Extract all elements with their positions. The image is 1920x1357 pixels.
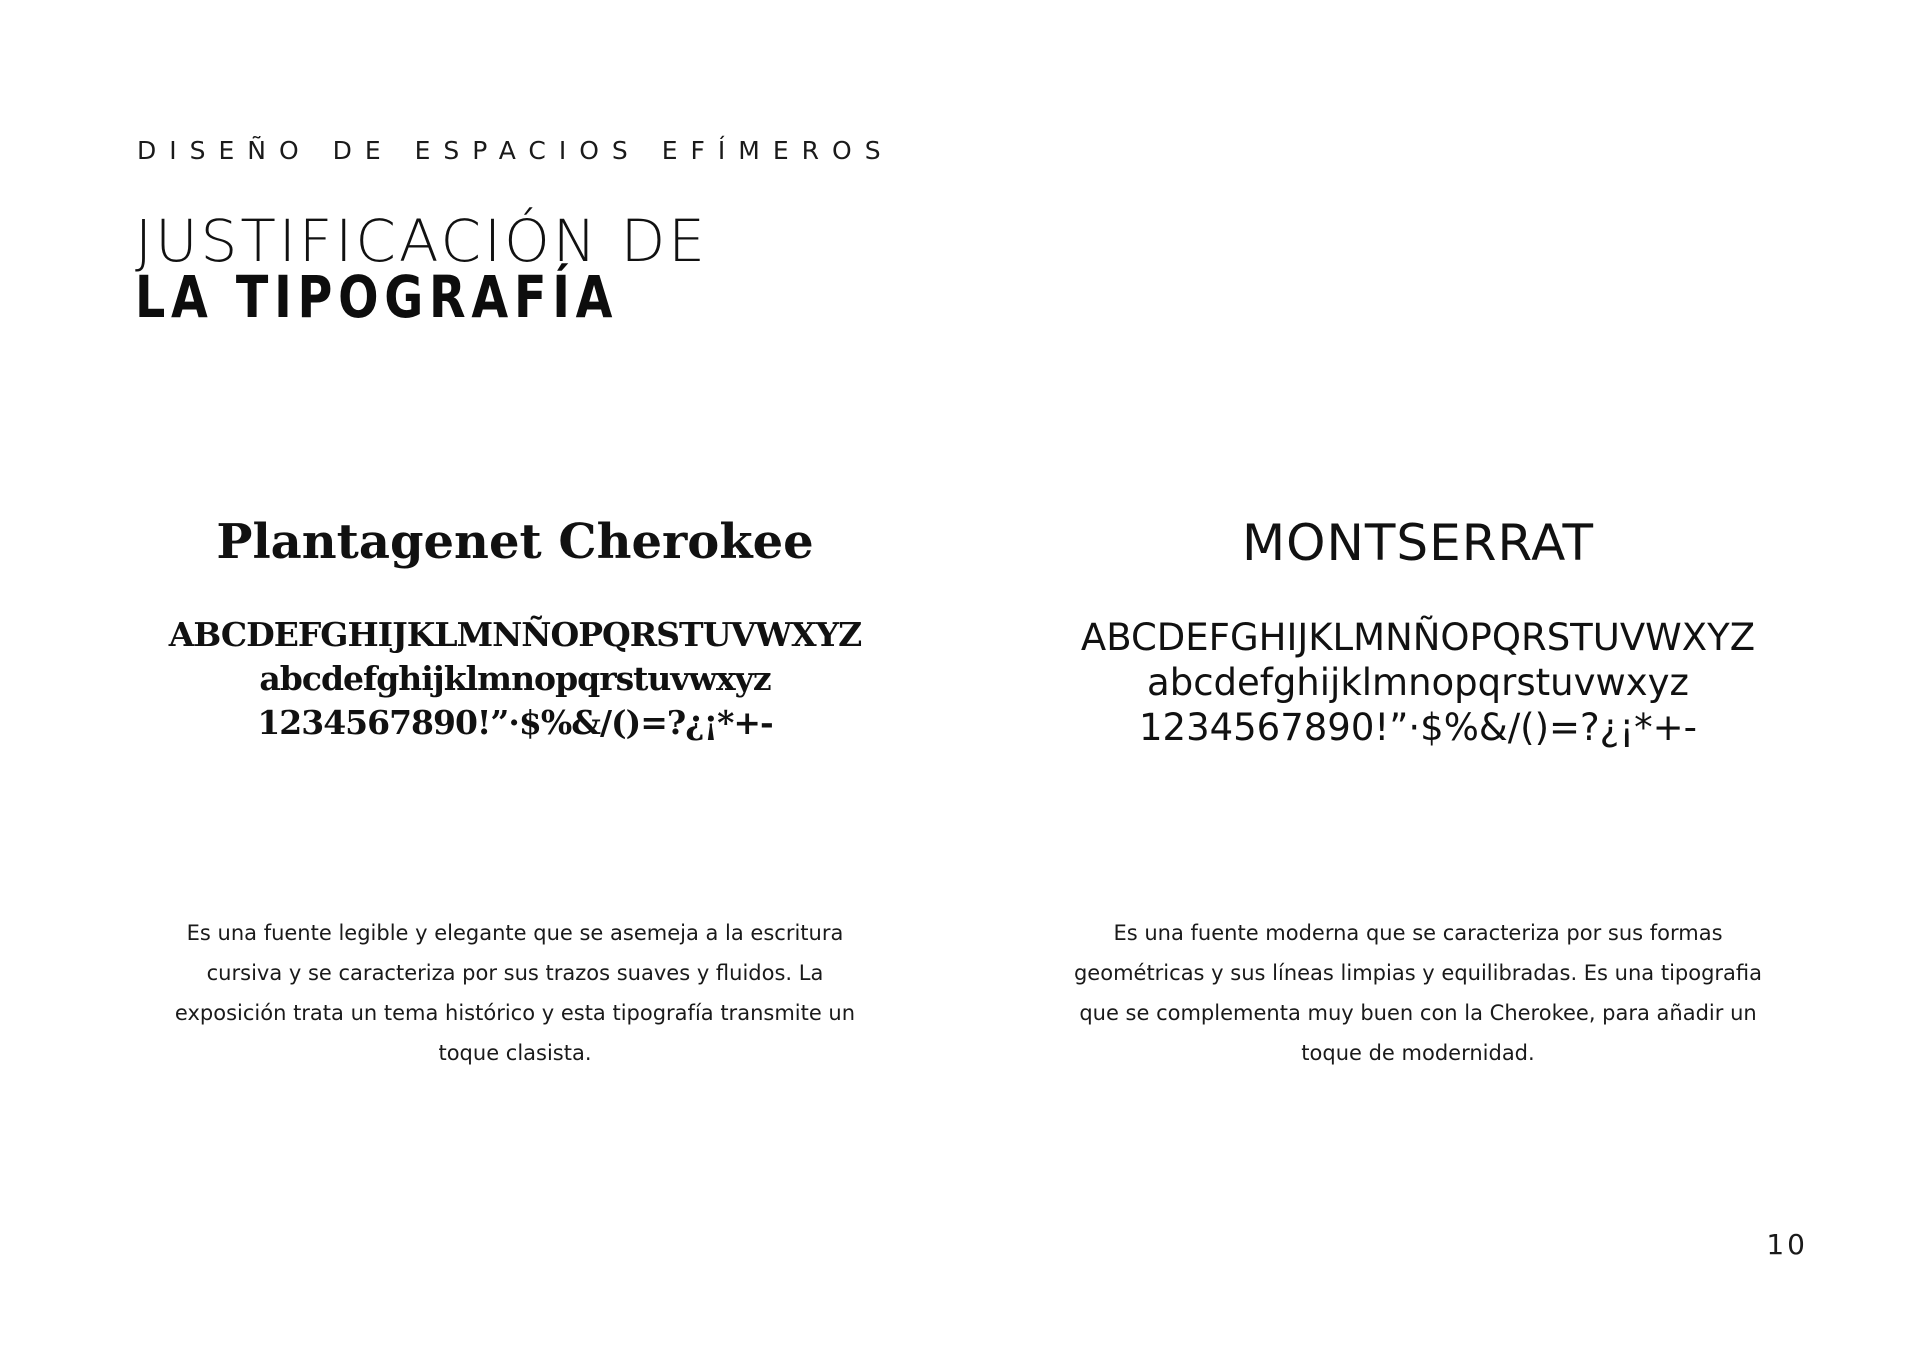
- font-name: MONTSERRAT: [1241, 514, 1595, 572]
- page-number: 10: [1766, 1228, 1808, 1261]
- font-description-serif: Es una fuente legible y elegante que se asemeja a la escritura cursiva y se caracteriza por sus trazos suaves y fluidos. La exposición trata un tema histórico y esta tipografía transmite un toque clasista.: [174, 921, 856, 1065]
- font-name: Plantagenet Cherokee: [216, 514, 814, 570]
- page-title-line-2: LA TIPOGRAFÍA: [135, 263, 619, 331]
- font-specimen-sans: [1008, 514, 1828, 750]
- page-title-line-1: JUSTIFICACIÓN DE: [135, 207, 708, 275]
- font-description-sans: Es una fuente moderna que se caracteriza por sus formas geométricas y sus líneas limpias y equilibradas. Es una tipografia que se complementa muy buen con la Cherokee, para añadir un toque de modernidad.: [1073, 921, 1763, 1065]
- number-symbol-glyphs: 1234567890!”·$%&/()=?¿¡*+-: [257, 703, 773, 742]
- uppercase-glyphs: ABCDEFGHIJKLMNÑOPQRSTUVWXYZ: [1080, 616, 1756, 659]
- glyph-specimen: [105, 613, 925, 745]
- lowercase-glyphs: abcdefghijklmnopqrstuvwxyz: [259, 659, 771, 698]
- document-kicker: DISEÑO DE ESPACIOS EFÍMEROS: [137, 136, 894, 165]
- uppercase-glyphs: ABCDEFGHIJKLMNÑOPQRSTUVWXYZ: [168, 615, 862, 654]
- lowercase-glyphs: abcdefghijklmnopqrstuvwxyz: [1147, 661, 1689, 704]
- font-specimen-serif: [105, 514, 925, 745]
- glyph-specimen: [1008, 615, 1828, 750]
- number-symbol-glyphs: 1234567890!”·$%&/()=?¿¡*+-: [1138, 706, 1698, 749]
